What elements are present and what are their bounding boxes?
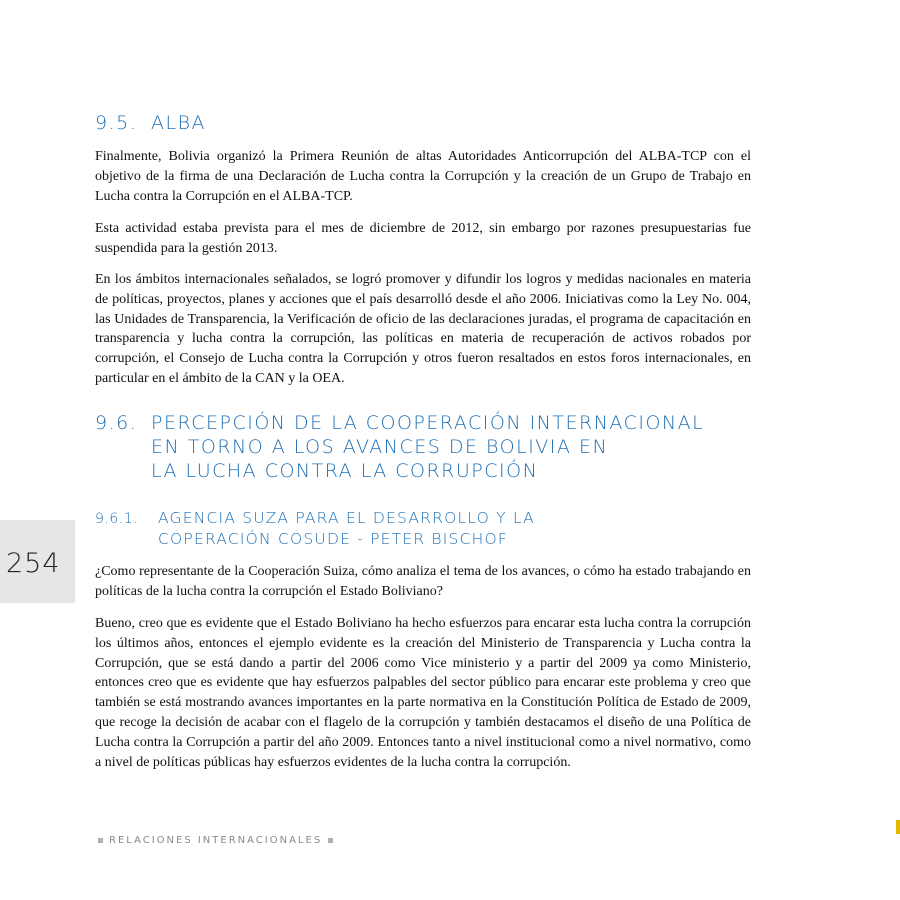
subsection-title [158, 508, 535, 550]
paragraph: En los ámbitos internacionales señalados, se logró promover y difundir los logros y medidas nacionales en materia de políticas, proyectos, planes y acciones que el país desarrolló desde el año 2006. Iniciativas como la Ley No. 004, las Unidades de Transparencia, la Verificación de oficio de las declaraciones juradas, el programa de capacitación en transparencia y lucha contra la corrupción, las políticas en materia de recuperación de activos robados por corrupción, el Consejo de Lucha contra la Corrupción y otros fueron resaltados en estos foros internacionales, en particular en el ámbito de la CAN y la OEA. [95, 272, 751, 386]
paragraph: ¿Como representante de la Cooperación Suiza, cómo analiza el tema de los avances, o cómo ha estado trabajando en políticas de la lucha contra la corrupción el Estado Boliviano? [95, 564, 751, 599]
subsection-heading-9-6-1 [95, 508, 535, 550]
subsection-number: 9.6.1. [95, 511, 139, 527]
paragraph: Finalmente, Bolivia organizó la Primera Reunión de altas Autoridades Anticorrupción del ALBA-TCP con el objetivo de la firma de una Declaración de Lucha contra la Corrupción y la creación de un Grupo de Trabajo en Lucha contra la Corrupción en el ALBA-TCP. [95, 149, 751, 204]
paragraph: Esta actividad estaba prevista para el mes de diciembre de 2012, sin embargo por razones presupuestarias fue suspendida para la gestión 2013. [95, 221, 751, 256]
running-footer [92, 835, 339, 846]
section-number: 9.5. [95, 112, 138, 134]
page-number-tab [0, 520, 75, 603]
footer-text: RELACIONES INTERNACIONALES [109, 835, 323, 846]
section-title [151, 411, 704, 483]
square-bullet-icon [328, 838, 333, 843]
section-number: 9.6. [95, 412, 138, 434]
section-heading-9-5 [95, 111, 206, 135]
square-bullet-icon [98, 838, 103, 843]
section-title-line: EN TORNO A LOS AVANCES DE BOLIVIA EN [151, 436, 609, 458]
section-title: ALBA [151, 112, 207, 134]
subsection-title-line: AGENCIA SUZA PARA EL DESARROLLO Y LA [158, 509, 535, 527]
section-title-line: PERCEPCIÓN DE LA COOPERACIÓN INTERNACIONAL [151, 412, 705, 434]
subsection-title-line: COPERACIÓN COSUDE - PETER BISCHOF [158, 530, 508, 548]
section-heading-9-6 [95, 411, 704, 483]
paragraph: Bueno, creo que es evidente que el Estado Boliviano ha hecho esfuerzos para encarar esta lucha contra la corrupción los últimos años, entonces el ejemplo evidente es la creación del Ministerio de Transparencia y Lucha contra la Corrupción, que se está dando a partir del 2006 como Vice ministerio y a partir del 2009 ya como Ministerio, entonces creo que es evidente que hay esfuerzos palpables del sector público para encarar este problema y creo que también se está mostrando avances importantes en la parte normativa en la Constitución Política de Estado de 2009, que recoge la decisión de acabar con el flagelo de la corrupción y también destacamos el diseño de una Política de Lucha contra la Corrupción a partir del año 2009. Entonces tanto a nivel institucional como a nivel normativo, como a nivel de políticas públicas hay esfuerzos evidentes de la lucha contra la corrupción. [95, 616, 751, 770]
section-title-line: LA LUCHA CONTRA LA CORRUPCIÓN [151, 460, 539, 482]
edge-color-mark [896, 820, 900, 834]
page-number: 254 [6, 548, 61, 579]
